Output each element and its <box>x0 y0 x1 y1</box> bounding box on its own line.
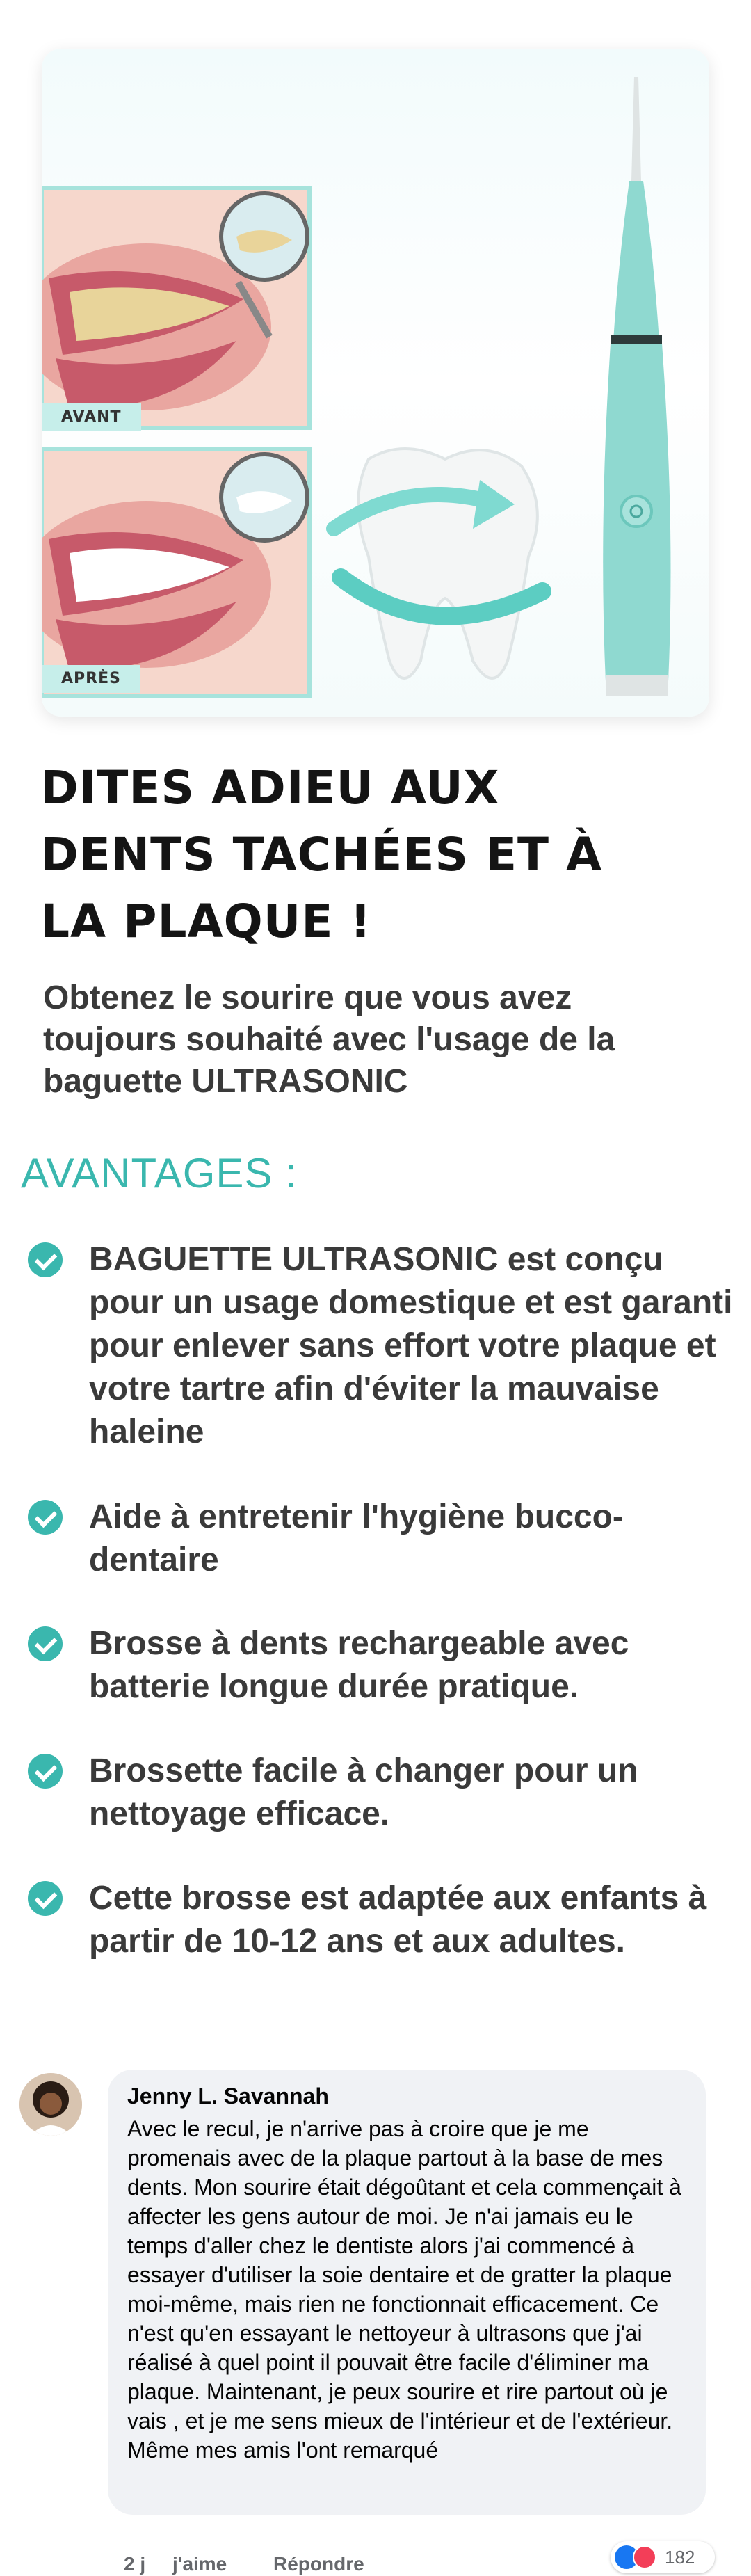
after-label: APRÈS <box>42 665 140 693</box>
before-photo <box>42 188 309 428</box>
after-photo <box>42 449 309 696</box>
reaction-summary[interactable] <box>611 2541 715 2573</box>
reply-button[interactable]: Répondre <box>273 2553 364 2575</box>
comment-author[interactable]: Jenny L. Savannah <box>127 2083 329 2109</box>
comment-bubble <box>108 2070 706 2515</box>
user-avatar-icon <box>19 2073 82 2136</box>
benefit-text: Aide à entretenir l'hygiène bucco-dentaire <box>89 1498 624 1578</box>
title-line-2: DENTS TACHÉES ET À <box>40 828 603 881</box>
avatar[interactable] <box>19 2073 82 2136</box>
benefit-text: Cette brosse est adaptée aux enfants à partir de 10-12 ans et aux adultes. <box>89 1880 707 1960</box>
subtitle: Obtenez le sourire que vous avez toujours souhaité avec l'usage de la baguette ULTRASONIC <box>43 979 615 1100</box>
page-title <box>40 755 708 955</box>
comment-text: Avec le recul, je n'arrive pas à croire que je me promenais avec de la plaque partout à la base de mes dents. Mon sourire était dégoûtant et cela commençait à affecter les gens autour de moi. Je n'ai jamais eu le temps d'aller chez le dentiste alors j'ai commencé à essayer d'utiliser la soie dentaire et de gratter la plaque moi-même, mais rien ne fonctionnait efficacement. Ce n'est qu'en essayant le nettoyeur à ultrasons que j'ai réalisé à quel point il pouvait être facile d'éliminer ma plaque. Maintenant, je peux sourire et rire partout où je vais , et je me sens mieux de l'intérieur et de l'extérieur. Même mes amis l'ont remarqué <box>127 2116 681 2463</box>
product-hero-image <box>42 49 709 717</box>
before-label: AVANT <box>42 403 141 431</box>
title-line-1: DITES ADIEU AUX <box>40 761 500 815</box>
check-circle-icon <box>28 1881 63 1916</box>
reaction-count: 182 <box>665 2547 695 2568</box>
love-reaction-icon <box>633 2545 656 2569</box>
tooth-illustration <box>334 449 542 678</box>
benefit-text: BAGUETTE ULTRASONIC est conçu pour un usage domestique et est garanti pour enlever sans effort votre plaque et votre tartre afin d'éviter la mauvaise haleine <box>89 1241 733 1450</box>
title-line-3: LA PLAQUE ! <box>40 895 372 948</box>
comment-timestamp[interactable]: 2 j <box>124 2553 146 2575</box>
benefits-heading: AVANTAGES : <box>21 1150 298 1197</box>
like-button[interactable]: j'aime <box>172 2553 227 2575</box>
check-circle-icon <box>28 1242 63 1277</box>
benefit-text: Brosse à dents rechargeable avec batterie longue durée pratique. <box>89 1625 629 1705</box>
check-circle-icon <box>28 1754 63 1789</box>
ultrasonic-wand-device <box>603 77 670 696</box>
check-circle-icon <box>28 1626 63 1661</box>
product-illustration <box>42 49 709 717</box>
benefit-text: Brossette facile à changer pour un nettoyage efficace. <box>89 1752 638 1832</box>
check-circle-icon <box>28 1500 63 1535</box>
